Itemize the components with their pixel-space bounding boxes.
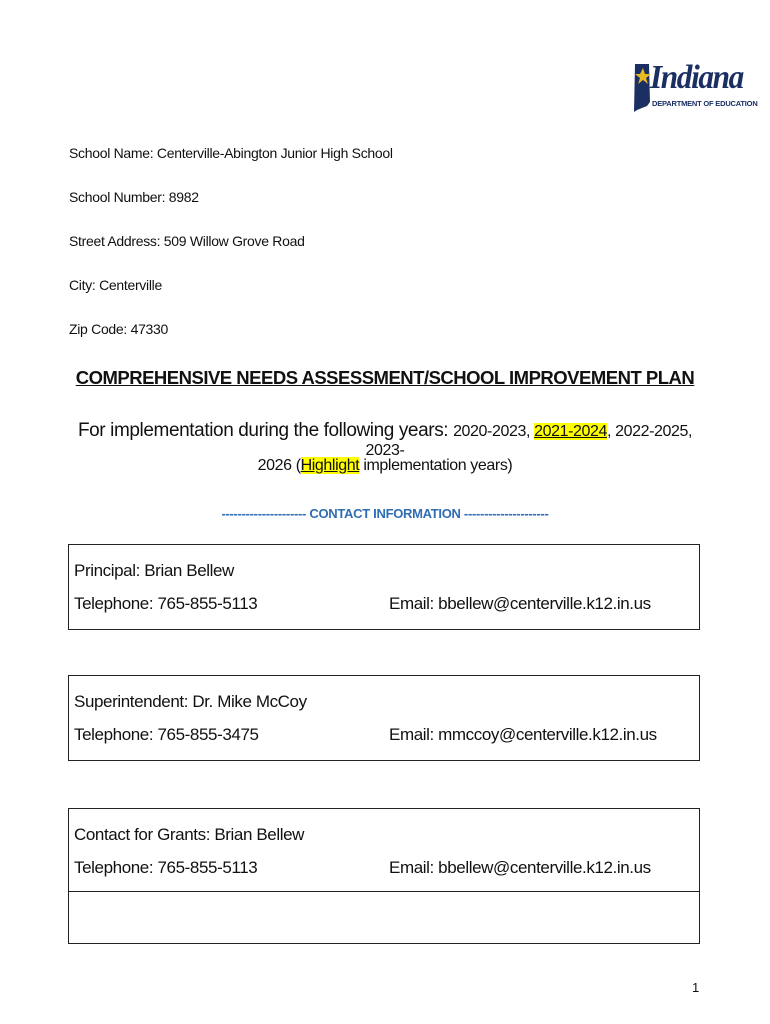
implementation-years-line2 [70,457,700,475]
superintendent-contact-box [68,675,700,761]
superintendent-email: Email: mmccoy@centerville.k12.in.us [389,725,657,744]
logo-wordmark: Indiana [650,59,743,96]
school-name: School Name: Centerville-Abington Junior High School [69,145,393,161]
principal-email: Email: bbellew@centerville.k12.in.us [389,594,651,613]
principal-telephone: Telephone: 765-855-5113 [74,594,258,613]
grants-contact-name: Contact for Grants: Brian Bellew [74,825,305,844]
city: City: Centerville [69,277,162,293]
year-2022-2025: , 2022-2025, 2023- [365,423,693,459]
principal-name: Principal: Brian Bellew [74,561,234,580]
page-number: 1 [692,980,700,995]
grants-contact-box [68,808,700,944]
year-2020-2023: 2020-2023, [453,423,535,440]
grants-box-divider [69,891,699,892]
contact-information-heading: --------------------- CONTACT INFORMATION --------------------- [221,506,549,521]
grants-telephone: Telephone: 765-855-5113 [74,858,258,877]
logo-subtitle: DEPARTMENT OF EDUCATION [652,99,758,108]
year-2026-open: 2026 ( [257,457,301,474]
year-2021-2024-highlighted: 2021-2024 [534,423,607,440]
indiana-doe-logo [632,58,758,114]
highlight-word: Highlight [300,457,360,474]
zip-code: Zip Code: 47330 [69,321,169,337]
superintendent-name: Superintendent: Dr. Mike McCoy [74,692,307,711]
grants-email: Email: bbellew@centerville.k12.in.us [389,858,651,877]
implementation-tail: implementation years) [359,457,513,474]
implementation-lead: For implementation during the following years: [77,420,454,441]
superintendent-telephone: Telephone: 765-855-3475 [74,725,259,744]
implementation-years-line1 [70,420,700,460]
document-title: COMPREHENSIVE NEEDS ASSESSMENT/SCHOOL IMPROVEMENT PLAN [75,367,695,388]
street-address: Street Address: 509 Willow Grove Road [69,233,305,249]
school-number: School Number: 8982 [69,189,199,205]
principal-contact-box [68,544,700,630]
